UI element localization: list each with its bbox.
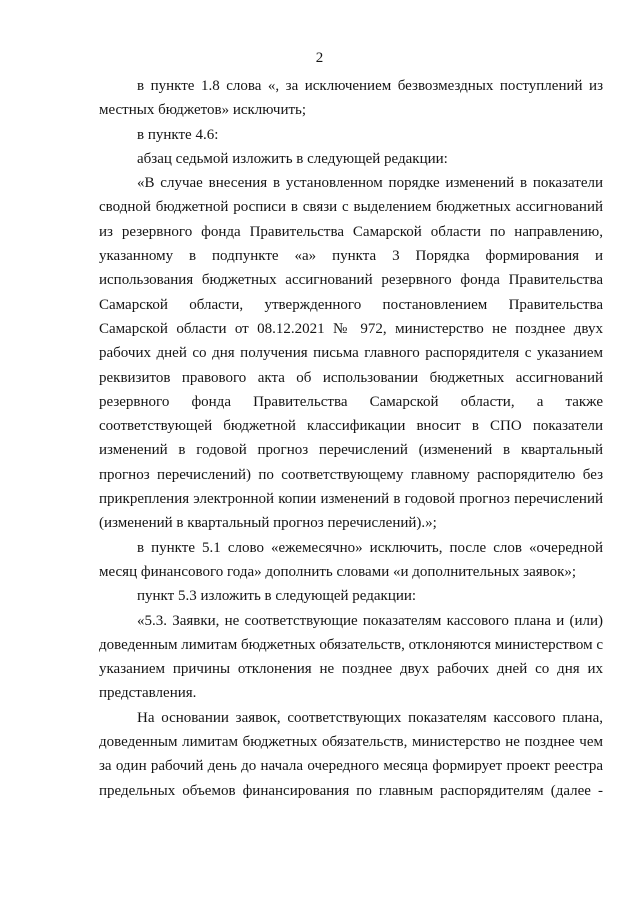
paragraph: «5.3. Заявки, не соответствующие показателям кассового плана и (или) доведенным лимитам бюджетных обязательств, отклоняются министерством с указанием причины отклонения не позднее двух рабочих дней со дня их представления. (99, 612, 603, 702)
paragraph: абзац седьмой изложить в следующей редакции: (137, 150, 448, 167)
paragraph: пункт 5.3 изложить в следующей редакции: (137, 588, 417, 605)
paragraph: в пункте 5.1 слово «ежемесячно» исключить, после слов «очередной месяц финансового года» дополнить словами «и дополнительных заявок»; (99, 539, 603, 580)
paragraph: «В случае внесения в установленном порядке изменений в показатели сводной бюджетной росписи в связи с выделением бюджетных ассигнований из резервного фонда Правительства Самарской области по направлению, указанному в подпункте «а» пункта 3 Порядка формирования и использования бюджетных ассигнований резервного фонда Правительства Самарской области, утвержденного постановлением Правительства Самарской области от 08.12.2021 № 972, министерство не позднее двух рабочих дней со дня получения письма главного распорядителя с указанием реквизитов правового акта об использовании бюджетных ассигнований резервного фонда Правительства Самарской области, а также соответствующей бюджетной классификации вносит в СПО показатели изменений в годовой прогноз перечислений (изменений в квартальный прогноз перечислений) по соответствующему главному распорядителю без прикрепления электронной копии изменений в годовой прогноз перечислений (изменений в квартальный прогноз перечислений).»; (99, 175, 603, 532)
paragraph: На основании заявок, соответствующих показателям кассового плана, доведенным лимитам бюджетных обязательств, министерство не позднее чем за один рабочий день до начала очередного месяца формирует проект реестра предельных объемов финансирования по главным распорядителям (далее - (99, 709, 603, 799)
paragraph: в пункте 1.8 слова «, за исключением безвозмездных поступлений из местных бюджетов» исключить; (99, 78, 603, 119)
document-body (99, 74, 603, 803)
paragraph: в пункте 4.6: (137, 126, 219, 143)
page-number: 2 (315, 50, 324, 66)
